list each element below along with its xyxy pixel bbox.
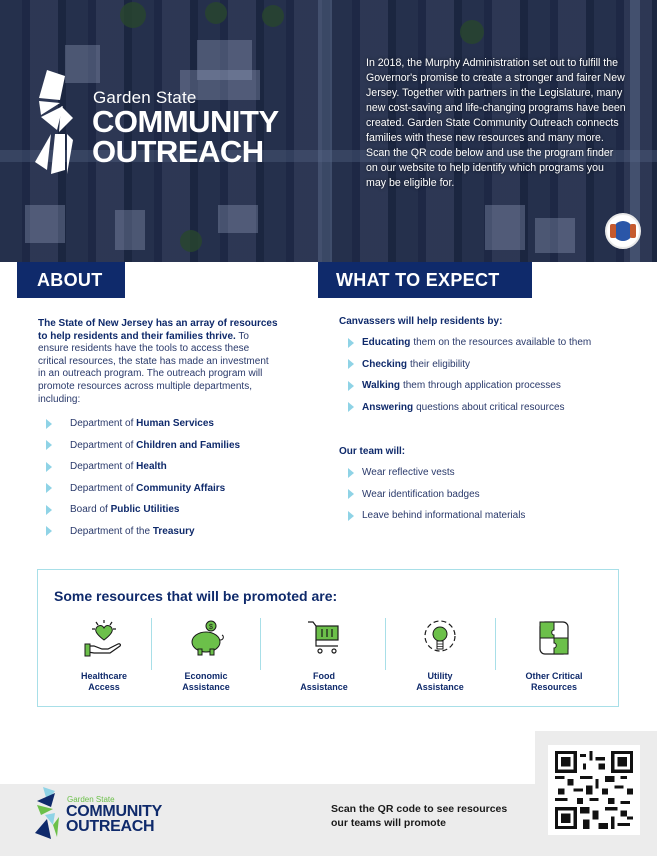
dept-prefix: Board of <box>70 504 108 516</box>
puzzle-icon <box>532 618 576 658</box>
about-paragraph <box>38 318 278 406</box>
shopping-cart-icon <box>302 618 346 658</box>
dept-name: Public Utilities <box>110 504 180 516</box>
dept-prefix: Department of <box>70 482 134 494</box>
hero-photo-roof <box>25 205 65 243</box>
hero-photo-roof <box>535 218 575 253</box>
hero-photo-roof <box>485 205 525 250</box>
list-item <box>46 435 243 457</box>
program-logo <box>35 70 325 180</box>
bullet-arrow-icon <box>46 440 52 450</box>
expect-heading-text: WHAT TO EXPECT <box>336 269 500 290</box>
resource-label-line2: Resources <box>530 681 578 692</box>
intro-paragraph: In 2018, the Murphy Administration set out to fulfill the Governor's promise to create a stronger and fairer New Jersey. Together with partners in the Legislature, many new cost-saving and life-changing programs have been created. Garden State Community Outreach connects families with these new resources and many more. Scan the QR code below and use the program finder on our website to help identify which programs you may be eligible for. <box>366 57 626 189</box>
svg-text:$: $ <box>209 624 213 631</box>
dept-prefix: Department of <box>70 418 134 430</box>
about-lead: The State of New Jersey has an array of resources to help residents and their families thrive. <box>38 318 278 342</box>
divider <box>495 618 496 670</box>
bullet-arrow-icon <box>348 402 354 412</box>
hero-photo-tree <box>262 5 284 27</box>
nj-state-seal-icon <box>605 213 641 249</box>
list-item <box>46 478 243 500</box>
hero-banner <box>0 0 657 262</box>
team-item-text: Leave behind informational materials <box>362 510 526 522</box>
resource-label-line1: Food <box>313 671 335 681</box>
logo-mark-icon <box>35 70 90 182</box>
bullet-arrow-icon <box>46 419 52 429</box>
logo-title-line2: OUTREACH <box>92 134 264 169</box>
bullet-arrow-icon <box>46 462 52 472</box>
resource-healthcare <box>54 618 154 692</box>
about-heading-text: ABOUT <box>37 269 103 290</box>
hero-photo-tree <box>205 2 227 24</box>
bullet-arrow-icon <box>348 468 354 478</box>
resource-label-line2: Assistance <box>416 681 464 692</box>
about-heading <box>17 262 125 298</box>
resource-label-line1: Healthcare <box>80 671 128 681</box>
list-item <box>348 462 525 484</box>
scan-line1: Scan the QR code to see resources <box>331 803 508 815</box>
resources-box <box>37 569 619 707</box>
seal-figure-left <box>610 224 616 238</box>
resource-label-line2: Assistance <box>300 681 348 692</box>
expect-heading <box>318 262 532 298</box>
resource-food <box>274 618 374 692</box>
dept-prefix: Department of <box>70 461 134 473</box>
canvasser-list <box>348 332 591 418</box>
resource-other <box>504 618 604 692</box>
resource-label-line1: Utility <box>427 671 453 681</box>
resource-economic <box>156 618 256 692</box>
heart-hand-icon <box>82 618 126 658</box>
logo-subtitle: Garden State <box>67 795 115 804</box>
scan-instruction <box>331 802 531 830</box>
list-item <box>46 456 243 478</box>
resource-utility <box>390 618 490 692</box>
piggy-bank-icon <box>184 618 228 658</box>
footer-logo <box>33 787 183 847</box>
list-item <box>46 499 243 521</box>
list-item <box>348 484 525 506</box>
hero-photo-tree <box>460 20 484 44</box>
list-item <box>348 354 591 376</box>
hero-photo-tree <box>180 230 202 252</box>
logo-title-line1: COMMUNITY <box>92 104 279 139</box>
divider <box>260 618 261 670</box>
action-verb: Walking <box>362 380 400 392</box>
list-item <box>348 505 525 527</box>
bullet-arrow-icon <box>348 381 354 391</box>
resources-row <box>38 618 618 692</box>
bullet-arrow-icon <box>46 483 52 493</box>
list-item <box>46 521 243 543</box>
divider <box>151 618 152 670</box>
hero-photo-tree <box>120 2 146 28</box>
dept-prefix: Department of the <box>70 525 151 537</box>
logo-subtitle: Garden State <box>93 88 197 107</box>
lightbulb-gear-icon <box>418 618 462 658</box>
bullet-arrow-icon <box>348 338 354 348</box>
team-list <box>348 462 525 527</box>
hero-photo-roof <box>115 210 145 250</box>
bullet-arrow-icon <box>348 359 354 369</box>
action-detail: questions about critical resources <box>416 401 565 413</box>
resource-label-line1: Economic <box>184 671 228 681</box>
action-verb: Checking <box>362 358 408 370</box>
resources-title: Some resources that will be promoted are: <box>54 588 338 604</box>
resource-label-line1: Other Critical <box>525 671 583 681</box>
dept-name: Children and Families <box>136 439 241 451</box>
dept-prefix: Department of <box>70 439 134 451</box>
department-list <box>46 413 243 542</box>
scan-line2: our teams will promote <box>331 817 446 829</box>
seal-figure-right <box>630 224 636 238</box>
logo-title-line1: COMMUNITY <box>66 803 162 820</box>
team-item-text: Wear identification badges <box>362 488 480 500</box>
logo-mark-icon <box>33 787 63 845</box>
bullet-arrow-icon <box>46 505 52 515</box>
canvassers-subheading: Canvassers will help residents by: <box>339 316 503 327</box>
about-body: To ensure residents have the tools to access these critical resources, the state has made an investment in an outreach program. The outreach program will promote resources across multiple departments, including: <box>38 330 269 405</box>
list-item <box>46 413 243 435</box>
dept-name: Community Affairs <box>136 482 226 494</box>
action-detail: them through application processes <box>402 380 561 392</box>
action-detail: them on the resources available to them <box>413 337 592 349</box>
list-item <box>348 332 591 354</box>
hero-photo-roof <box>218 205 258 233</box>
bullet-arrow-icon <box>348 489 354 499</box>
divider <box>385 618 386 670</box>
logo-title-line2: OUTREACH <box>66 818 155 835</box>
qr-code[interactable] <box>548 745 640 835</box>
team-item-text: Wear reflective vests <box>362 467 455 479</box>
bullet-arrow-icon <box>348 511 354 521</box>
dept-name: Human Services <box>136 418 214 430</box>
bullet-arrow-icon <box>46 526 52 536</box>
qr-code-icon <box>554 751 634 829</box>
list-item <box>348 375 591 397</box>
action-verb: Answering <box>362 401 414 413</box>
list-item <box>348 397 591 419</box>
action-verb: Educating <box>362 337 411 349</box>
resource-label-line2: Access <box>88 681 120 692</box>
resource-label-line2: Assistance <box>182 681 230 692</box>
dept-name: Health <box>136 461 167 473</box>
action-detail: their eligibility <box>410 358 471 370</box>
dept-name: Treasury <box>152 525 195 537</box>
team-subheading: Our team will: <box>339 446 406 457</box>
